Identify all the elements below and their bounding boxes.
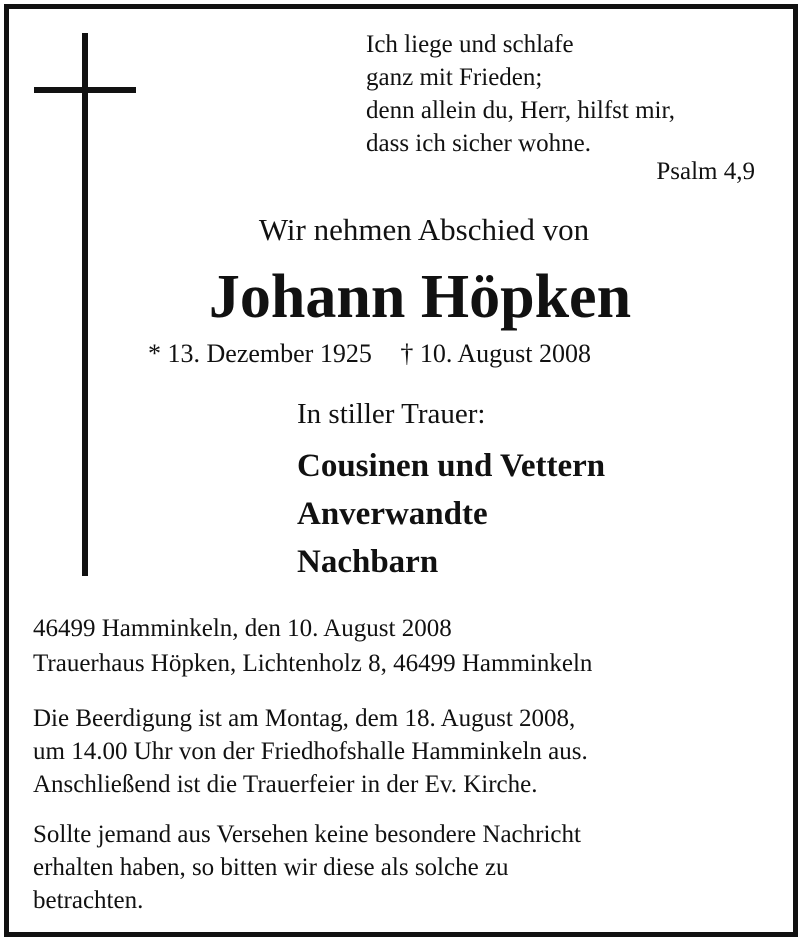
farewell-intro: Wir nehmen Abschied von <box>258 212 590 247</box>
mourner-group: Cousinen und Vettern <box>297 448 606 484</box>
birth-date: * 13. Dezember 1925 <box>148 339 372 368</box>
deceased-name: Johann Höpken <box>208 263 632 331</box>
funeral-details <box>33 702 588 801</box>
notification-notice <box>33 818 581 917</box>
mourner-group: Anverwandte <box>297 496 488 532</box>
life-dates <box>148 337 591 371</box>
verse-reference: Psalm 4,9 <box>656 158 755 185</box>
mourner-group: Nachbarn <box>297 544 439 580</box>
verse-line: Ich liege und schlafe <box>366 31 574 58</box>
verse-line: dass ich sicher wohne. <box>366 130 591 157</box>
notice-line: Sollte jemand aus Versehen keine besondere Nachricht <box>33 821 581 848</box>
verse-line: ganz mit Frieden; <box>366 64 543 91</box>
mourners-intro: In stiller Trauer: <box>297 398 486 430</box>
place-and-date: 46499 Hamminkeln, den 10. August 2008 <box>33 615 452 642</box>
cross-icon-horizontal-bar <box>34 87 136 93</box>
psalm-verse <box>366 28 675 160</box>
notice-line: erhalten haben, so bitten wir diese als solche zu <box>33 854 509 881</box>
mourning-house-address: Trauerhaus Höpken, Lichtenholz 8, 46499 Hamminkeln <box>33 650 593 677</box>
funeral-line: Anschließend ist die Trauerfeier in der Ev. Kirche. <box>33 771 538 798</box>
funeral-line: Die Beerdigung ist am Montag, dem 18. August 2008, <box>33 705 576 732</box>
mourners-list <box>297 442 605 586</box>
notice-line: betrachten. <box>33 887 144 914</box>
verse-line: denn allein du, Herr, hilfst mir, <box>366 97 676 124</box>
death-date: † 10. August 2008 <box>400 339 592 368</box>
funeral-line: um 14.00 Uhr von der Friedhofshalle Hamminkeln aus. <box>33 738 588 765</box>
